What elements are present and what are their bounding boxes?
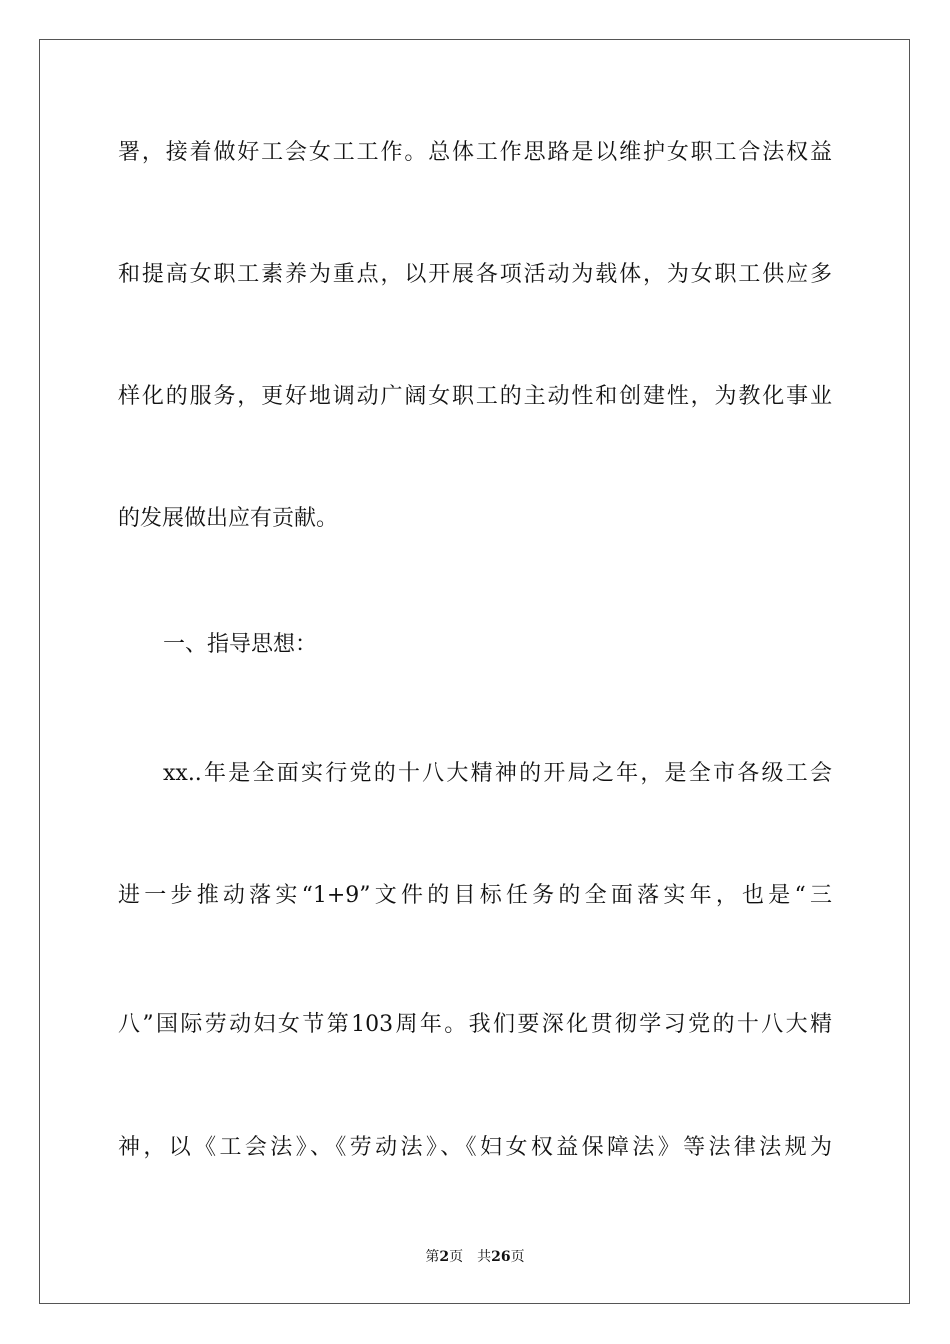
paragraph-line: 进一步推动落实“1+9”文件的目标任务的全面落实年，也是“三	[118, 883, 832, 908]
section-heading: 一、指导思想：	[163, 632, 318, 657]
paragraph-line: 的发展做出应有贡献。	[118, 506, 339, 531]
paragraph-line: 样化的服务，更好地调动广阔女职工的主动性和创建性，为教化事业	[118, 384, 832, 409]
page-prefix: 第	[425, 1249, 440, 1265]
paragraph-line: 署，接着做好工会女工工作。总体工作思路是以维护女职工合法权益	[118, 140, 832, 165]
total-suffix: 页	[510, 1249, 525, 1265]
page-number: 2	[439, 1249, 450, 1265]
page-border	[39, 39, 910, 1304]
total-pages: 26	[491, 1249, 511, 1265]
paragraph-line: xx..年是全面实行党的十八大精神的开局之年，是全市各级工会	[163, 761, 832, 786]
page-footer	[0, 1247, 950, 1267]
paragraph-line: 和提高女职工素养为重点，以开展各项活动为载体，为女职工供应多	[118, 262, 832, 287]
total-prefix: 共	[477, 1249, 492, 1265]
paragraph-line: 神，以《工会法》、《劳动法》、《妇女权益保障法》等法律法规为	[118, 1135, 832, 1160]
paragraph-line: 八”国际劳动妇女节第103周年。我们要深化贯彻学习党的十八大精	[118, 1012, 832, 1037]
page-suffix: 页	[449, 1249, 464, 1265]
